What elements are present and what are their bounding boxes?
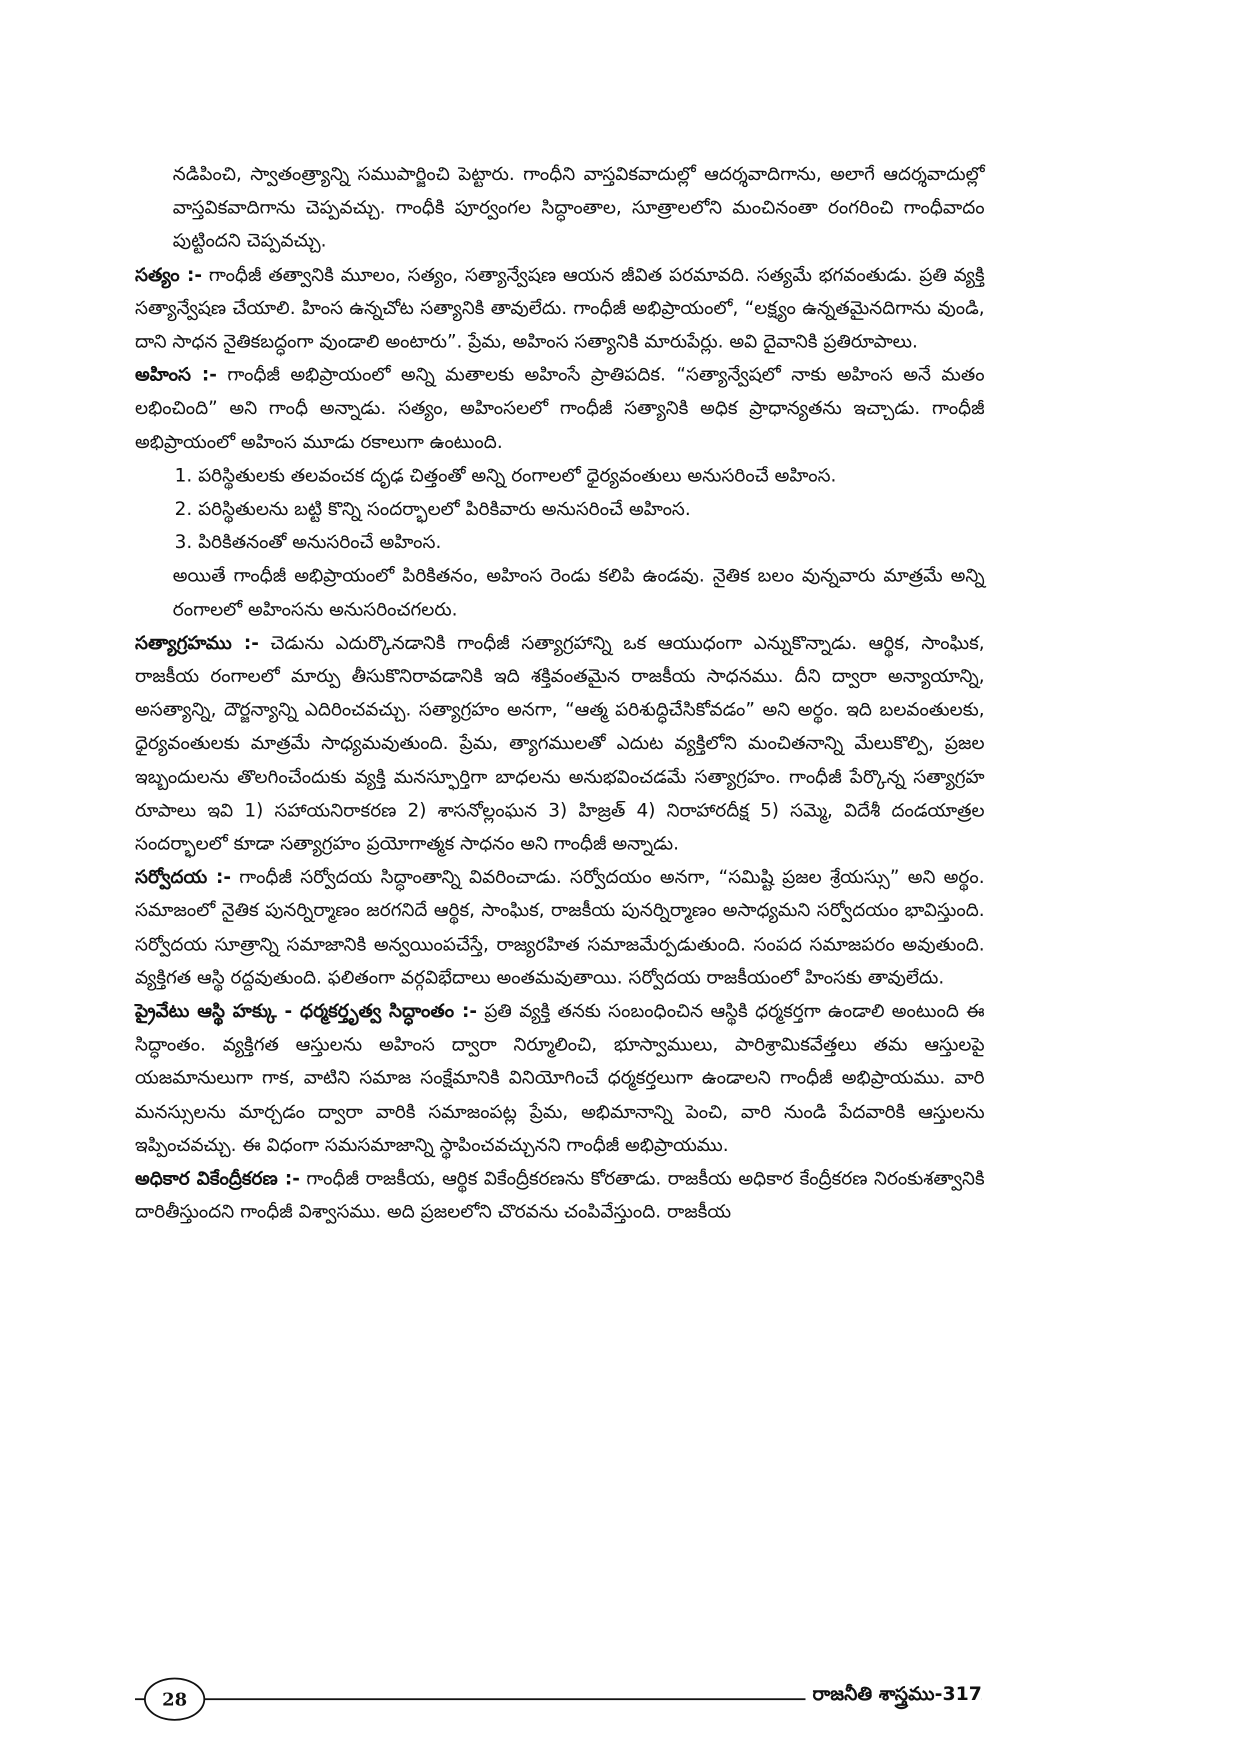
paragraph-text: గాంధీజీ తత్వానికి మూలం, సత్యం, సత్యాన్వేషణ ఆయన జీవిత పరమావది. సత్యమే భగవంతుడు. ప్రతి వ్యక్తి సత్యాన్వేషణ చేయాలి. హింస ఉన్నచోట సత్యానికి తావులేదు. గాంధీజీ అభిప్రాయంలో, “లక్ష్యం ఉన్నతమైనదిగాను వుండి, దాని సాధన నైతికబద్ధంగా వుండాలి అంటారు”. ప్రేమ, అహింస సత్యానికి మారుపేర్లు. అవి దైవానికి ప్రతిరూపాలు.	[135, 263, 985, 352]
paragraph-decentralisation	[135, 1162, 985, 1229]
list-item	[135, 526, 985, 559]
list-item-text: 2. పరిస్థితులను బట్టి కొన్ని సందర్భాలలో పిరికివారు అనుసరించే అహింస.	[174, 497, 691, 520]
term-heading: సత్యం :-	[135, 263, 203, 285]
term-heading: సర్వోదయ :-	[135, 866, 232, 888]
page-number: 28	[162, 1688, 188, 1710]
body-text	[135, 158, 985, 1229]
paragraph-satyam	[135, 258, 985, 358]
list-item	[135, 459, 985, 492]
paragraph-ahimsa-conclusion	[135, 559, 985, 626]
paragraph-satyagraha	[135, 626, 985, 860]
list-item-text: 1. పరిస్థితులకు తలవంచక దృఢ చిత్తంతో అన్ని రంగాలలో ధైర్యవంతులు అనుసరించే అహింస.	[174, 464, 837, 486]
paragraph-trusteeship	[135, 995, 985, 1162]
page-number-badge	[144, 1678, 205, 1721]
list-item-text: 3. పిరికితనంతో అనుసరించే అహింస.	[174, 531, 442, 553]
paragraph-text: ప్రతి వ్యక్తి తనకు సంబంధించిన ఆస్థికి ధర్మకర్తగా ఉండాలి అంటుంది ఈ సిద్ధాంతం. వ్యక్తిగత ఆస్తులను అహింస ద్వారా నిర్మూలించి, భూస్వాములు, పారిశ్రామికవేత్తలు తమ ఆస్తులపై యజమానులుగా గాక, వాటిని సమాజ సంక్షేమానికి వినియోగించే ధర్మకర్తలుగా ఉండాలని గాంధీజీ అభిప్రాయము. వారి మనస్సులను మార్చడం ద్వారా వారికి సమాజంపట్ల ప్రేమ, అభిమానాన్ని పెంచి, వారి నుండి పేదవారికి ఆస్తులను ఇప్పించవచ్చు. ఈ విధంగా సమసమాజాన్ని స్థాపించవచ్చునని గాంధీజీ అభిప్రాయము.	[135, 999, 985, 1156]
paragraph-text: గాంధీజీ సర్వోదయ సిద్ధాంతాన్ని వివరించాడు. సర్వోదయం అనగా, “సమిష్టి ప్రజల శ్రేయస్సు” అని అర్థం. సమాజంలో నైతిక పునర్నిర్మాణం జరగనిదే ఆర్థిక, సాంఘిక, రాజకీయ పునర్నిర్మాణం అసాధ్యమని సర్వోదయం భావిస్తుంది. సర్వోదయ సూత్రాన్ని సమాజానికి అన్వయింపచేస్తే, రాజ్యరహిత సమాజమేర్పడుతుంది. సంపద సమాజపరం అవుతుంది. వ్యక్తిగత ఆస్థి రద్దవుతుంది. ఫలితంగా వర్గవిభేదాలు అంతమవుతాయి. సర్వోదయ రాజకీయంలో హింసకు తావులేదు.	[135, 866, 985, 989]
paragraph-sarvodaya	[135, 861, 985, 995]
paragraph-text: చెడును ఎదుర్కొనడానికి గాంధీజీ సత్యాగ్రహాన్ని ఒక ఆయుధంగా ఎన్నుకొన్నాడు. ఆర్థిక, సాంఘిక, రాజకీయ రంగాలలో మార్పు తీసుకొనిరావడానికి ఇది శక్తివంతమైన రాజకీయ సాధనము. దీని ద్వారా అన్యాయాన్ని, అసత్యాన్ని, దౌర్జన్యాన్ని ఎదిరించవచ్చు. సత్యాగ్రహం అనగా, “ఆత్మ పరిశుద్ధిచేసికోవడం” అని అర్థం. ఇది బలవంతులకు, ధైర్యవంతులకు మాత్రమే సాధ్యమవుతుంది. ప్రేమ, త్యాగములతో ఎదుట వ్యక్తిలోని మంచితనాన్ని మేలుకొల్పి, ప్రజల ఇబ్బందులను తొలగించేందుకు వ్యక్తి మనస్ఫూర్తిగా బాధలను అనుభవించడమే సత్యాగ్రహం. గాంధీజీ పేర్కొన్న సత్యాగ్రహ రూపాలు ఇవి 1) సహాయనిరాకరణ 2) శాసనోల్లంఘన 3) హిజ్రత్ 4) నిరాహారదీక్ష 5) సమ్మె, విదేశీ దండయాత్రల సందర్భాలలో కూడా సత్యాగ్రహం ప్రయోగాత్మక సాధనం అని గాంధీజీ అన్నాడు.	[135, 631, 985, 855]
paragraph-text: గాంధీజీ అభిప్రాయంలో అన్ని మతాలకు అహింసే ప్రాతిపదిక. “సత్యాన్వేషలో నాకు అహింస అనే మతం లభించింది” అని గాంధీ అన్నాడు. సత్యం, అహింసలలో గాంధీజీ సత్యానికి అధిక ప్రాధాన్యతను ఇచ్చాడు. గాంధీజీ అభిప్రాయంలో అహింస మూడు రకాలుగా ఉంటుంది.	[135, 363, 985, 453]
term-heading: ప్రైవేటు ఆస్థి హక్కు - ధర్మకర్తృత్వ సిద్ధాంతం :-	[135, 999, 477, 1022]
paragraph-intro	[135, 158, 985, 258]
paragraph-ahimsa	[135, 358, 985, 458]
paragraph-text: అయితే గాంధీజీ అభిప్రాయంలో పిరికితనం, అహింస రెండు కలిపి ఉండవు. నైతిక బలం వున్నవారు మాత్రమే అన్ని రంగాలలో అహింసను అనుసరించగలరు.	[172, 564, 985, 620]
term-heading: అహింస :-	[135, 363, 217, 386]
term-heading: సత్యాగ్రహము :-	[135, 631, 259, 654]
list-item	[135, 492, 985, 525]
footer-title: రాజనీతి శాస్త్రము-317	[805, 1683, 982, 1710]
term-heading: అధికార వికేంద్రీకరణ :-	[135, 1167, 300, 1189]
paragraph-text: నడిపించి, స్వాతంత్ర్యాన్ని సముపార్జించి పెట్టారు. గాంధీని వాస్తవికవాదుల్లో ఆదర్శవాదిగాను, అలాగే ఆదర్శవాదుల్లో వాస్తవికవాదిగాను చెప్పవచ్చు. గాంధీకి పూర్వంగల సిద్ధాంతాల, సూత్రాలలోని మంచినంతా రంగరించి గాంధీవాదం పుట్టిందని చెప్పవచ్చు.	[172, 162, 985, 252]
paragraph-text: గాంధీజీ రాజకీయ, ఆర్థిక వికేంద్రీకరణను కోరతాడు. రాజకీయ అధికార కేంద్రీకరణ నిరంకుశత్వానికి దారితీస్తుందని గాంధీజీ విశ్వాసము. అది ప్రజలలోని చొరవను చంపివేస్తుంది. రాజకీయ	[135, 1167, 985, 1223]
